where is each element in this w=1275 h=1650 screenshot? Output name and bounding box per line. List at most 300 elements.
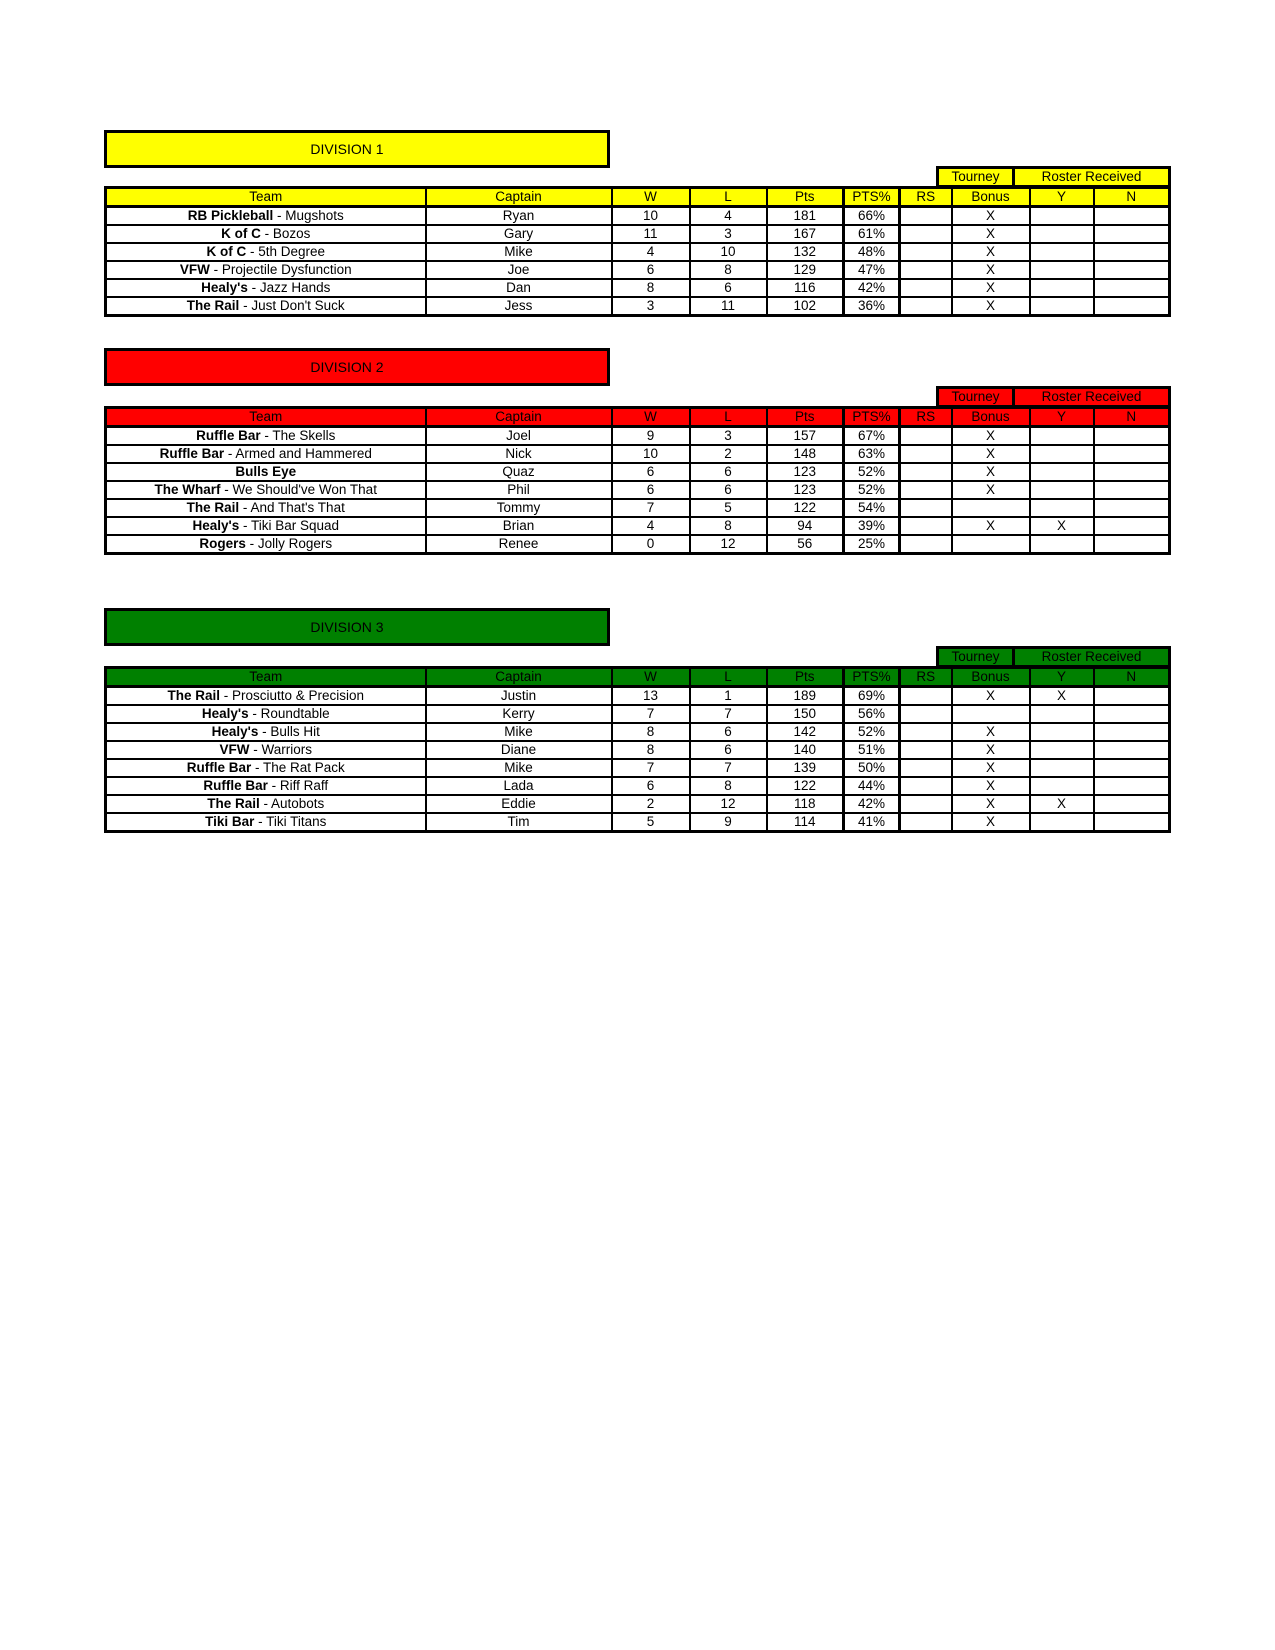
roster-y-cell [1030, 207, 1094, 226]
team-row [106, 723, 1170, 741]
losses-cell: 1 [690, 687, 767, 706]
points-cell: 94 [767, 517, 844, 535]
rs-cell [900, 687, 952, 706]
team-name: Bulls Hit [270, 724, 320, 739]
col-rs: RS [900, 408, 952, 427]
team-separator: - [258, 724, 271, 739]
wins-cell: 8 [612, 279, 690, 297]
col-bonus: Bonus [952, 408, 1030, 427]
wins-cell: 8 [612, 741, 690, 759]
captain-cell: Ryan [426, 207, 612, 226]
team-row [106, 535, 1170, 554]
col-n: N [1094, 188, 1170, 207]
team-separator: - [260, 428, 273, 443]
points-pct-cell: 50% [844, 759, 900, 777]
team-name: Jolly Rogers [257, 536, 333, 551]
losses-cell: 7 [690, 759, 767, 777]
roster-n-cell [1094, 777, 1170, 795]
team-name: Just Don't Suck [251, 298, 345, 313]
wins-cell: 7 [612, 705, 690, 723]
captain-cell: Phil [426, 481, 612, 499]
roster-n-cell [1094, 705, 1170, 723]
rs-cell [900, 499, 952, 517]
col-y: Y [1030, 188, 1094, 207]
losses-cell: 6 [690, 463, 767, 481]
captain-cell: Nick [426, 445, 612, 463]
team-cell [106, 279, 426, 297]
roster-y-cell [1030, 463, 1094, 481]
bar-name: Tiki Bar [205, 814, 255, 829]
rs-cell [900, 225, 952, 243]
team-name: Mugshots [285, 208, 344, 223]
losses-cell: 3 [690, 427, 767, 446]
bar-name: Ruffle Bar [203, 778, 268, 793]
captain-cell: Renee [426, 535, 612, 554]
team-separator: - [260, 226, 273, 241]
team-row [106, 517, 1170, 535]
col-team: Team [106, 188, 426, 207]
losses-cell: 7 [690, 705, 767, 723]
points-cell: 132 [767, 243, 844, 261]
wins-cell: 8 [612, 723, 690, 741]
team-name: Autobots [270, 796, 325, 811]
points-pct-cell: 52% [844, 463, 900, 481]
points-pct-cell: 25% [844, 535, 900, 554]
points-pct-cell: 41% [844, 813, 900, 832]
col-pts-pct: PTS% [844, 408, 900, 427]
roster-n-cell [1094, 207, 1170, 226]
division-title-banner [104, 130, 610, 168]
rs-cell [900, 741, 952, 759]
rs-cell [900, 463, 952, 481]
points-cell: 122 [767, 499, 844, 517]
bar-name: Ruffle Bar [196, 428, 261, 443]
losses-cell: 6 [690, 723, 767, 741]
roster-y-cell [1030, 499, 1094, 517]
roster-y-cell [1030, 261, 1094, 279]
roster-y-cell [1030, 741, 1094, 759]
points-pct-cell: 51% [844, 741, 900, 759]
losses-cell: 8 [690, 261, 767, 279]
division-title: DIVISION 3 [310, 619, 384, 635]
wins-cell: 5 [612, 813, 690, 832]
roster-n-cell [1094, 723, 1170, 741]
captain-cell: Gary [426, 225, 612, 243]
rs-cell [900, 723, 952, 741]
roster-y-cell [1030, 427, 1094, 446]
team-cell [106, 723, 426, 741]
rs-cell [900, 535, 952, 554]
losses-cell: 6 [690, 481, 767, 499]
bonus-cell: X [952, 777, 1030, 795]
points-cell: 157 [767, 427, 844, 446]
points-pct-cell: 56% [844, 705, 900, 723]
bonus-cell [952, 535, 1030, 554]
points-pct-cell: 39% [844, 517, 900, 535]
wins-cell: 6 [612, 481, 690, 499]
losses-cell: 6 [690, 279, 767, 297]
bar-name: The Rail [186, 500, 240, 515]
team-separator: - [273, 208, 286, 223]
team-separator: - [254, 814, 267, 829]
captain-cell: Joe [426, 261, 612, 279]
captain-cell: Justin [426, 687, 612, 706]
team-cell [106, 795, 426, 813]
wins-cell: 10 [612, 207, 690, 226]
team-row [106, 297, 1170, 316]
team-row [106, 207, 1170, 226]
team-separator: - [239, 518, 251, 533]
points-cell: 56 [767, 535, 844, 554]
bar-name: RB Pickleball [187, 208, 274, 223]
team-cell [106, 445, 426, 463]
losses-cell: 12 [690, 795, 767, 813]
rs-cell [900, 777, 952, 795]
team-row [106, 427, 1170, 446]
team-name: Jazz Hands [259, 280, 331, 295]
roster-received-label: Roster Received [1014, 168, 1170, 187]
col-pts: Pts [767, 188, 844, 207]
roster-n-cell [1094, 481, 1170, 499]
captain-cell: Brian [426, 517, 612, 535]
roster-n-cell [1094, 427, 1170, 446]
roster-n-cell [1094, 795, 1170, 813]
losses-cell: 10 [690, 243, 767, 261]
team-cell [106, 427, 426, 446]
bar-name: VFW [179, 262, 210, 277]
division-title: DIVISION 2 [310, 359, 384, 375]
points-pct-cell: 44% [844, 777, 900, 795]
points-cell: 102 [767, 297, 844, 316]
captain-cell: Joel [426, 427, 612, 446]
points-cell: 114 [767, 813, 844, 832]
team-separator: - [251, 760, 263, 775]
team-name: The Skells [272, 428, 336, 443]
bonus-cell: X [952, 225, 1030, 243]
team-separator: - [239, 500, 251, 515]
points-pct-cell: 52% [844, 481, 900, 499]
wins-cell: 7 [612, 759, 690, 777]
team-separator: - [247, 280, 260, 295]
bonus-cell: X [952, 481, 1030, 499]
points-pct-cell: 54% [844, 499, 900, 517]
rs-cell [900, 759, 952, 777]
roster-y-cell: X [1030, 517, 1094, 535]
roster-n-cell [1094, 517, 1170, 535]
team-separator: - [248, 706, 261, 721]
team-cell [106, 517, 426, 535]
points-pct-cell: 42% [844, 279, 900, 297]
rs-cell [900, 427, 952, 446]
col-bonus: Bonus [952, 668, 1030, 687]
captain-cell: Eddie [426, 795, 612, 813]
bar-name: Healy's [211, 724, 259, 739]
roster-n-cell [1094, 463, 1170, 481]
col-n: N [1094, 668, 1170, 687]
tourney-label: Tourney [938, 388, 1014, 407]
points-cell: 189 [767, 687, 844, 706]
roster-y-cell [1030, 723, 1094, 741]
captain-cell: Lada [426, 777, 612, 795]
roster-n-cell [1094, 225, 1170, 243]
team-row [106, 687, 1170, 706]
team-name: 5th Degree [258, 244, 326, 259]
losses-cell: 4 [690, 207, 767, 226]
roster-n-cell [1094, 445, 1170, 463]
team-name: Armed and Hammered [235, 446, 372, 461]
col-y: Y [1030, 408, 1094, 427]
wins-cell: 6 [612, 777, 690, 795]
roster-y-cell: X [1030, 687, 1094, 706]
bar-name: Healy's [192, 518, 240, 533]
bonus-cell: X [952, 243, 1030, 261]
team-cell [106, 759, 426, 777]
col-pts: Pts [767, 408, 844, 427]
col-team: Team [106, 408, 426, 427]
roster-y-cell [1030, 535, 1094, 554]
points-pct-cell: 67% [844, 427, 900, 446]
team-separator: - [224, 446, 236, 461]
bonus-cell [952, 705, 1030, 723]
roster-y-cell [1030, 225, 1094, 243]
team-cell [106, 705, 426, 723]
bonus-cell: X [952, 687, 1030, 706]
col-l: L [690, 668, 767, 687]
bonus-cell: X [952, 517, 1030, 535]
rs-cell [900, 517, 952, 535]
rs-cell [900, 207, 952, 226]
team-cell [106, 813, 426, 832]
points-pct-cell: 36% [844, 297, 900, 316]
points-cell: 148 [767, 445, 844, 463]
team-cell [106, 481, 426, 499]
team-row [106, 261, 1170, 279]
losses-cell: 11 [690, 297, 767, 316]
team-cell [106, 535, 426, 554]
bonus-cell: X [952, 741, 1030, 759]
team-name: Projectile Dysfunction [221, 262, 352, 277]
captain-cell: Quaz [426, 463, 612, 481]
roster-n-cell [1094, 297, 1170, 316]
bonus-cell: X [952, 445, 1030, 463]
bonus-cell: X [952, 795, 1030, 813]
team-separator: - [219, 688, 232, 703]
team-separator: - [209, 262, 222, 277]
col-team: Team [106, 668, 426, 687]
captain-cell: Dan [426, 279, 612, 297]
wins-cell: 4 [612, 243, 690, 261]
team-row [106, 705, 1170, 723]
roster-y-cell: X [1030, 795, 1094, 813]
captain-cell: Tim [426, 813, 612, 832]
roster-received-label: Roster Received [1014, 388, 1170, 407]
col-w: W [612, 188, 690, 207]
bar-name: The Wharf [154, 482, 221, 497]
header-row [106, 668, 1170, 687]
bar-name: VFW [219, 742, 250, 757]
losses-cell: 8 [690, 517, 767, 535]
captain-cell: Jess [426, 297, 612, 316]
tourney-roster-header [936, 646, 1171, 668]
team-cell [106, 777, 426, 795]
wins-cell: 10 [612, 445, 690, 463]
bonus-cell: X [952, 759, 1030, 777]
captain-cell: Tommy [426, 499, 612, 517]
col-captain: Captain [426, 188, 612, 207]
rs-cell [900, 813, 952, 832]
points-pct-cell: 42% [844, 795, 900, 813]
captain-cell: Mike [426, 243, 612, 261]
header-row [106, 188, 1170, 207]
points-pct-cell: 61% [844, 225, 900, 243]
standings-table [104, 406, 1171, 555]
team-row [106, 279, 1170, 297]
points-cell: 118 [767, 795, 844, 813]
rs-cell [900, 261, 952, 279]
roster-y-cell [1030, 759, 1094, 777]
bonus-cell: X [952, 207, 1030, 226]
bonus-cell: X [952, 427, 1030, 446]
col-l: L [690, 408, 767, 427]
bar-name: Ruffle Bar [159, 446, 225, 461]
team-name: And That's That [250, 500, 345, 515]
bonus-cell: X [952, 297, 1030, 316]
team-cell [106, 261, 426, 279]
tourney-label: Tourney [938, 648, 1014, 667]
wins-cell: 6 [612, 463, 690, 481]
bar-name: Bulls Eye [235, 464, 297, 479]
col-captain: Captain [426, 408, 612, 427]
team-name: The Rat Pack [262, 760, 345, 775]
team-row [106, 777, 1170, 795]
col-l: L [690, 188, 767, 207]
team-cell [106, 499, 426, 517]
points-cell: 116 [767, 279, 844, 297]
bonus-cell: X [952, 463, 1030, 481]
points-cell: 181 [767, 207, 844, 226]
points-cell: 123 [767, 481, 844, 499]
points-cell: 150 [767, 705, 844, 723]
team-separator: - [220, 482, 233, 497]
team-separator: - [267, 778, 280, 793]
roster-n-cell [1094, 279, 1170, 297]
wins-cell: 7 [612, 499, 690, 517]
team-name: Roundtable [260, 706, 330, 721]
bar-name: K of C [221, 226, 261, 241]
bar-name: Rogers [199, 536, 246, 551]
wins-cell: 9 [612, 427, 690, 446]
team-cell [106, 687, 426, 706]
roster-received-label: Roster Received [1014, 648, 1170, 667]
team-separator: - [245, 536, 258, 551]
losses-cell: 9 [690, 813, 767, 832]
team-separator: - [239, 298, 252, 313]
wins-cell: 4 [612, 517, 690, 535]
captain-cell: Diane [426, 741, 612, 759]
tourney-roster-header [936, 386, 1171, 408]
points-pct-cell: 52% [844, 723, 900, 741]
wins-cell: 0 [612, 535, 690, 554]
wins-cell: 13 [612, 687, 690, 706]
bar-name: K of C [206, 244, 247, 259]
losses-cell: 12 [690, 535, 767, 554]
losses-cell: 8 [690, 777, 767, 795]
col-y: Y [1030, 668, 1094, 687]
points-cell: 122 [767, 777, 844, 795]
team-cell [106, 243, 426, 261]
team-name: Tiki Bar Squad [250, 518, 340, 533]
division-title: DIVISION 1 [310, 141, 384, 157]
col-rs: RS [900, 668, 952, 687]
col-pts-pct: PTS% [844, 668, 900, 687]
bonus-cell [952, 499, 1030, 517]
rs-cell [900, 481, 952, 499]
team-name: Riff Raff [279, 778, 329, 793]
points-pct-cell: 47% [844, 261, 900, 279]
col-pts-pct: PTS% [844, 188, 900, 207]
captain-cell: Mike [426, 723, 612, 741]
division-title-banner [104, 608, 610, 646]
roster-y-cell [1030, 243, 1094, 261]
points-cell: 129 [767, 261, 844, 279]
rs-cell [900, 297, 952, 316]
roster-y-cell [1030, 445, 1094, 463]
bonus-cell: X [952, 723, 1030, 741]
losses-cell: 6 [690, 741, 767, 759]
captain-cell: Kerry [426, 705, 612, 723]
team-name: Warriors [261, 742, 312, 757]
team-row [106, 499, 1170, 517]
bonus-cell: X [952, 279, 1030, 297]
team-cell [106, 463, 426, 481]
losses-cell: 2 [690, 445, 767, 463]
rs-cell [900, 705, 952, 723]
bonus-cell: X [952, 261, 1030, 279]
team-name: Tiki Titans [266, 814, 327, 829]
bar-name: Healy's [201, 280, 248, 295]
bar-name: Healy's [201, 706, 249, 721]
bar-name: Ruffle Bar [186, 760, 252, 775]
roster-n-cell [1094, 741, 1170, 759]
team-separator: - [259, 796, 271, 811]
team-separator: - [246, 244, 259, 259]
points-cell: 167 [767, 225, 844, 243]
losses-cell: 3 [690, 225, 767, 243]
team-name: We Should've Won That [232, 482, 377, 497]
roster-y-cell [1030, 813, 1094, 832]
team-cell [106, 741, 426, 759]
col-n: N [1094, 408, 1170, 427]
tourney-roster-header [936, 166, 1171, 188]
roster-n-cell [1094, 243, 1170, 261]
bar-name: The Rail [167, 688, 220, 703]
team-row [106, 225, 1170, 243]
team-row [106, 759, 1170, 777]
points-cell: 123 [767, 463, 844, 481]
points-pct-cell: 66% [844, 207, 900, 226]
team-row [106, 741, 1170, 759]
col-bonus: Bonus [952, 188, 1030, 207]
losses-cell: 5 [690, 499, 767, 517]
wins-cell: 2 [612, 795, 690, 813]
division-title-banner [104, 348, 610, 386]
wins-cell: 3 [612, 297, 690, 316]
wins-cell: 6 [612, 261, 690, 279]
roster-n-cell [1094, 261, 1170, 279]
wins-cell: 11 [612, 225, 690, 243]
col-w: W [612, 668, 690, 687]
roster-y-cell [1030, 705, 1094, 723]
